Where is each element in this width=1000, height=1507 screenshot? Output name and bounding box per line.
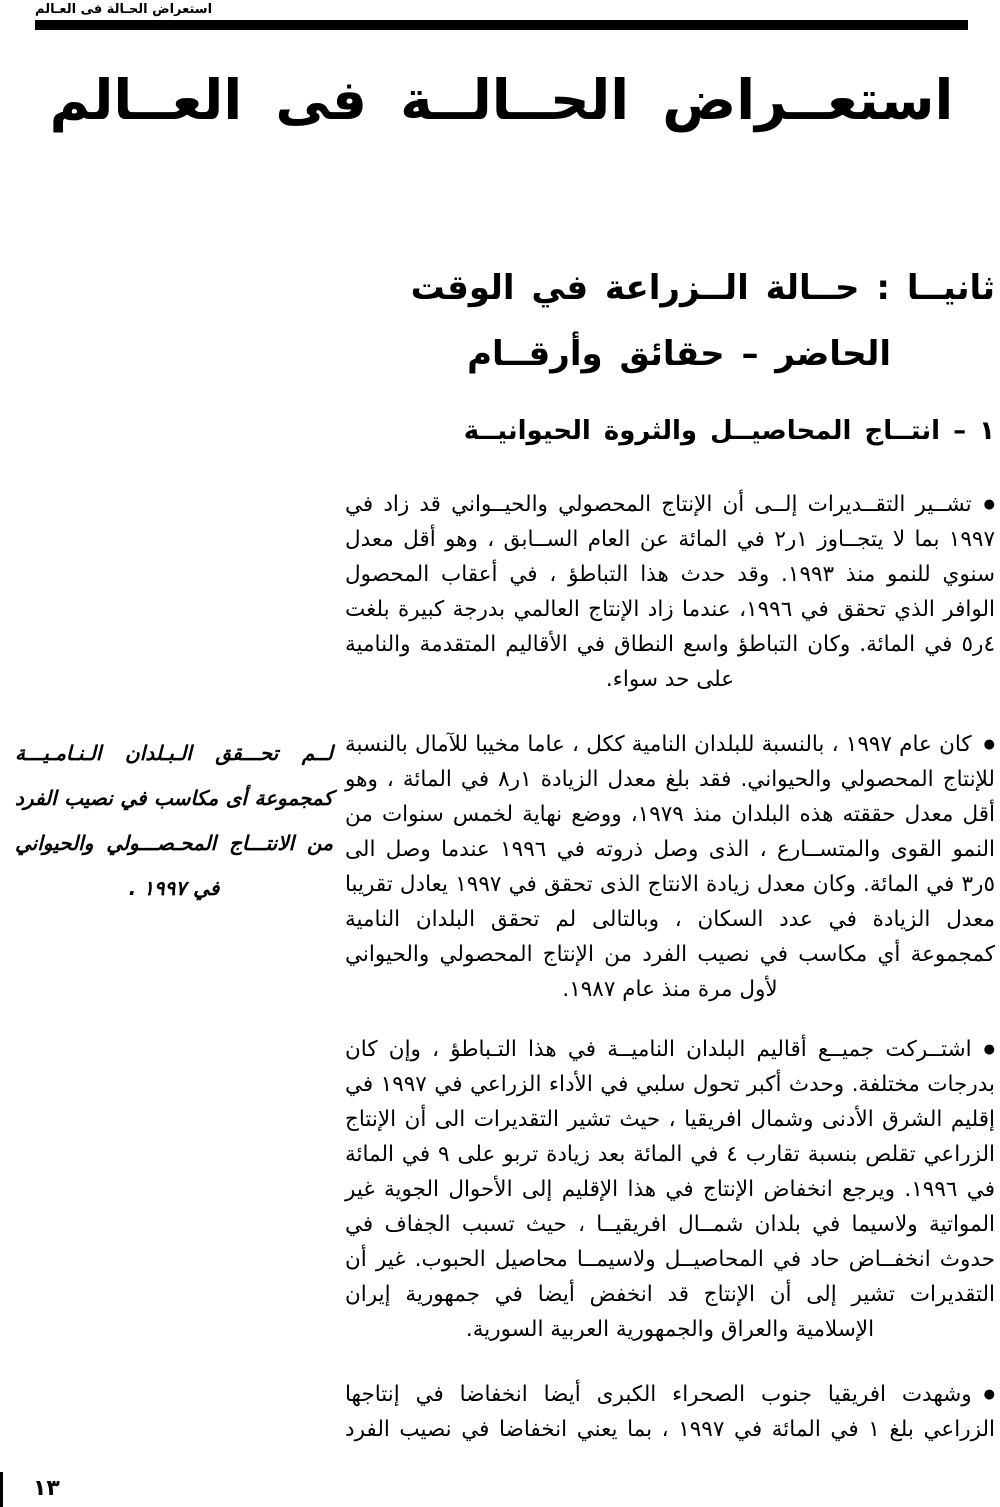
bullet-icon: ● <box>983 1387 995 1402</box>
section-heading-line2: الحاضر – حقائق وأرقــام <box>467 334 891 374</box>
paragraph-text: وشهدت افريقيا جنوب الصحراء الكبرى أيضا انخفاضا في إنتاجها الزراعي بلغ ١ في المائة في ١٩٩٧ ، بما يعني انخفاضا في نصيب الفرد <box>345 1382 995 1442</box>
paragraph-text: اشتــركت جميــع أقاليم البلدان الناميــة في هذا التـباطؤ ، وإن كان بدرجات مختلفة. وحدث أكبر تحول سلبي في الأداء الزراعي في ١٩٩٧ في إقليم الشرق الأدنى وشمال افريقيا ، حيث تشير التقديرات الى أن الإنتاج الزراعي تقلص بنسبة تقارب ٤ في المائة بعد زيادة تربو على ٩ في المائة في ١٩٩٦. ويرجع انخفاض الإنتاج في هذا الإقليم إلى الأحوال الجوية غير المواتية ولاسيما في بلدان شمــال افريقيــا ، حيث تسبب الجفاف في حدوث انخفــاض حاد في المحاصيــل ولاسيمــا محاصيل الحبوب. غير أن التقديرات تشير إلى أن الإنتاج قد انخفض أيضا في جمهورية إيران الإسلامية والعراق والجمهورية العربية السورية. <box>345 1037 995 1342</box>
page-number: ١٣ <box>33 1476 60 1501</box>
bullet-paragraph <box>345 727 995 1007</box>
section-heading <box>345 255 995 387</box>
bullet-icon: ● <box>983 1042 995 1057</box>
paragraph-text: تشــير التقــديرات إلــى أن الإنتاج المحصولي والحيــواني قد زاد في ١٩٩٧ بما لا يتجــاوز ١ر٢ في المائة عن العام الســابق ، وهو أقل معدل سنوي للنمو منذ ١٩٩٣. وقد حدث هذا التباطؤ ، في أعقاب المحصول الوافر الذي تحقق في ١٩٩٦، عندما زاد الإنتاج العالمي بدرجة كبيرة بلغت ٤ر٥ في المائة. وكان التباطؤ واسع النطاق في الأقاليم المتقدمة والنامية على حد سواء. <box>345 492 995 692</box>
scan-edge-mark <box>0 1472 3 1507</box>
bullet-paragraph <box>345 1377 995 1447</box>
page-title: استعــراض الحــالــة فى العــالم <box>49 68 954 132</box>
header-rule <box>35 20 968 30</box>
margin-pull-quote: لــم تحـــقق الـبـلدان الـنـامـيـــة كمجموعة أى مكاسب في نصيب الفرد من الانتـــاج المحـصـــولي والحيواني في ١٩٩٧ . <box>15 741 333 900</box>
bullet-paragraph <box>345 1032 995 1347</box>
bullet-paragraph <box>345 487 995 697</box>
subsection-heading: ١ – انتــاج المحاصيــل والثروة الحيوانيــة <box>463 416 995 446</box>
bullet-icon: ● <box>983 497 995 512</box>
paragraph-text: كان عام ١٩٩٧ ، بالنسبة للبلدان النامية ككل ، عاما مخيبا للآمال بالنسبة للإنتاج المحصولي والحيواني. فقد بلغ معدل الزيادة ١ر٨ في المائة ، وهو أقل معدل حققته هذه البلدان منذ ١٩٧٩، ووضع نهاية لخمس سنوات من النمو القوى والمتســارع ، الذى وصل ذروته في ١٩٩٦ عندما وصل الى ٥ر٣ في المائة. وكان معدل زيادة الانتاج الذى تحقق في ١٩٩٧ يعادل تقريبا معدل الزيادة في عدد السكان ، وبالتالى لم تحقق البلدان النامية كمجموعة أي مكاسب في نصيب الفرد من الإنتاج المحصولي والحيواني لأول مرة منذ عام ١٩٨٧. <box>345 732 996 1002</box>
section-heading-line1: ثانيــا : حــالة الــزراعة في الوقت <box>410 268 995 308</box>
bullet-icon: ● <box>983 737 995 752</box>
running-header: استعراض الحـالة فى العـالم <box>35 2 213 17</box>
